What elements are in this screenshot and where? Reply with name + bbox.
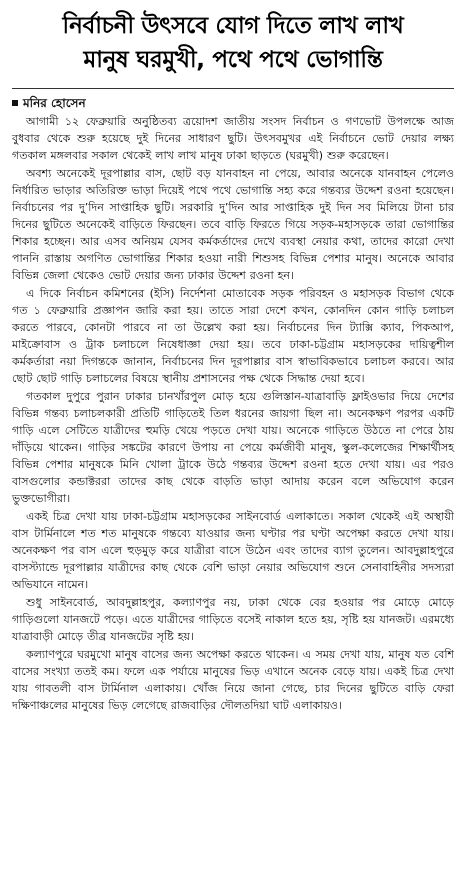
headline-divider bbox=[12, 88, 454, 89]
paragraph: এ দিকে নির্বাচন কমিশনের (ইসি) নির্দেশনা মোতাবেক সড়ক পরিবহন ও মহাসড়ক বিভাগ থেকে গত ১ ফেব্রুয়ারি প্রজ্ঞাপন জারি করা হয়। তাতে সারা দেশে কখন, কোনদিন কোন গাড়ি চলাচল করতে পারবে, কোনটা পারবে না তা উল্লেখ করা হয়। নির্বাচনের দিন ট্যাক্সি ক্যাব, পিকআপ, মাইক্রোবাস ও ট্রাক চলাচলে নিষেধাজ্ঞা দেয়া হয়। তবে ঢাকা-চট্টগ্রাম মহাসড়কের দায়িত্বশীল কর্মকর্তারা নয়া দিগন্তকে জানান, নির্বাচনের দিন দূরপাল্লার বাস স্বাভাবিকভাবে চলাচল করবে। আর ছোট ছোট গাড়ি চলাচলের বিষয়ে স্থানীয় প্রশাসনের পক্ষ থেকে সিদ্ধান্ত দেয়া হবে। bbox=[12, 287, 454, 385]
headline-line-1: নির্বাচনী উৎসবে যোগ দিতে লাখ লাখ bbox=[62, 13, 404, 39]
paragraph: কল্যাণপুরে ঘরমুখো মানুষ বাসের জন্য অপেক্ষা করতে থাকেন। এ সময় দেখা যায়, মানুষ যত বেশি বাসের সংখ্যা ততই কম। ফলে এক পর্যায়ে মানুষের ভিড় এখানে অনেক বেড়ে যায়। একই চিত্র দেখা যায় গাবতলী বাস টার্মিনাল এলাকায়। খোঁজ নিয়ে জানা গেছে, চার দিনের ছুটিতে বাড়ি ফেরা দক্ষিণাঞ্চলের মানুষের ভিড় লেগেছে রাজবাড়ির দৌলতদিয়া ঘাট এলাকায়ও। bbox=[12, 648, 454, 712]
paragraph: আগামী ১২ ফেব্রুয়ারি অনুষ্ঠিতব্য ত্রয়োদশ জাতীয় সংসদ নির্বাচন ও গণভোট উপলক্ষে আজ বুধবার থেকে শুরু হয়েছে দুই দিনের সাধারণ ছুটি। উৎসবমুখর এই নির্বাচনে ভোট দেয়ার লক্ষ্য গতকাল মঙ্গলবার সকাল থেকেই লাখ লাখ মানুষ ঢাকা ছাড়তে (ঘরমুখী) শুরু করেছেন। bbox=[12, 115, 454, 162]
headline bbox=[0, 10, 466, 76]
article-body bbox=[0, 113, 466, 714]
paragraph: শুধু সাইনবোর্ড, আবদুল্লাহপুর, কল্যাণপুর নয়, ঢাকা থেকে বের হওয়ার পর মোড়ে মোড়ে গাড়িগুলো যানজটে পড়ে। এতে যাত্রীদের গাড়িতে বসেই নাকাল হতে হয়, সৃষ্টি হয় যানজট। এরমধ্যে যাত্রাবাড়ী মোড়ে তীব্র যানজটের সৃষ্টি হয়। bbox=[12, 596, 454, 643]
byline-bullet-icon bbox=[12, 100, 18, 106]
paragraph: একই চিত্র দেখা যায় ঢাকা-চট্টগ্রাম মহাসড়কের সাইনবোর্ড এলাকাতে। সকাল থেকেই এই অস্থায়ী বাস টার্মিনালে শত শত মানুষকে গন্তব্যে যাওয়ার জন্য ঘণ্টার পর ঘণ্টা অপেক্ষা করতে দেখা যায়। অনেকক্ষণ পর বাস এলে হুড়মুড় করে যাত্রীরা বাসে উঠেন এবং তাদের ব্যাগ তুলেন। আবদুল্লাহপুরে বাসস্ট্যান্ডে দূরপাল্লার যাত্রীদের কাছ থেকে বেশি ভাড়া নেয়ার অভিযোগ শুনে সেনাবাহিনীর সদস্যরা অভিযানে নামেন। bbox=[12, 510, 454, 591]
paragraph: গতকাল দুপুরে পুরান ঢাকার চানখাঁরপুল মোড় হয়ে গুলিস্তান-যাত্রাবাড়ি ফ্লাইওভার দিয়ে দেশের বিভিন্ন গন্তব্য চলাচলকারী প্রতিটি গাড়িতেই তিল ধরনের জায়গা ছিল না। অনেকক্ষণ পরপর একটি গাড়ি এলে সেটিতে যাত্রীদের হুমড়ি খেয়ে পড়তে দেখা যায়। অনেকে গাড়িতে উঠতে না পেরে ঠায় দাঁড়িয়ে থাকেন। গাড়ির সঙ্কটের কারণে উপায় না পেয়ে কর্মজীবী মানুষ, স্কুল-কলেজের শিক্ষার্থীসহ বিভিন্ন পেশার মানুষকে মিনি খোলা ট্রাকে উঠে গন্তব্যর উদ্দেশ রওনা হতে দেখা যায়। এর পরও বাসগুলোর কন্ডাক্টররা তাদের কাছ থেকে বাড়তি ভাড়া আদায় করেন বলে অভিযোগ করেন ভুক্তভোগীরা। bbox=[12, 390, 454, 505]
paragraph: অবশ্য অনেকেই দূরপাল্লার বাস, ছোট বড় যানবাহন না পেয়ে, আবার অনেকে যানবাহন পেলেও নির্ধারিত ভাড়ার অতিরিক্ত ভাড়া দিয়েই পথে পথে ভোগান্তি সহ্য করে গন্তব্যর উদ্দেশ রওনা হয়েছেন। নির্বাচনের পর দু’দিন সাপ্তাহিক ছুটি। সরকারি দু’দিন আর সাপ্তাহিক দুই দিন সব মিলিয়ে টানা চার দিনের ছুটিতে অনেকেই বাড়িতে ফিরছেন। তবে বাড়ি ফিরতে গিয়ে সড়ক-মহাসড়কে তারা ভোগান্তির শিকার হচ্ছেন। আর এসব অনিয়ম যেসব কর্মকর্তাদের দেখে ব্যবস্থা নেয়ার কথা, তাদের কারো দেখা পাননি রাস্তায় অগণিত ভোগান্তির শিকার হওয়া নারী শিশুসহ বিভিন্ন পেশার মানুষ। অনেকে আবার বিভিন্ন জেলা থেকেও ভোট দেয়ার জন্য ঢাকার উদ্দেশ রওনা হন। bbox=[12, 167, 454, 282]
byline-author: মনির হোসেন bbox=[23, 96, 86, 110]
headline-line-2: মানুষ ঘরমুখী, পথে পথে ভোগান্তি bbox=[83, 47, 383, 73]
byline bbox=[12, 95, 466, 111]
